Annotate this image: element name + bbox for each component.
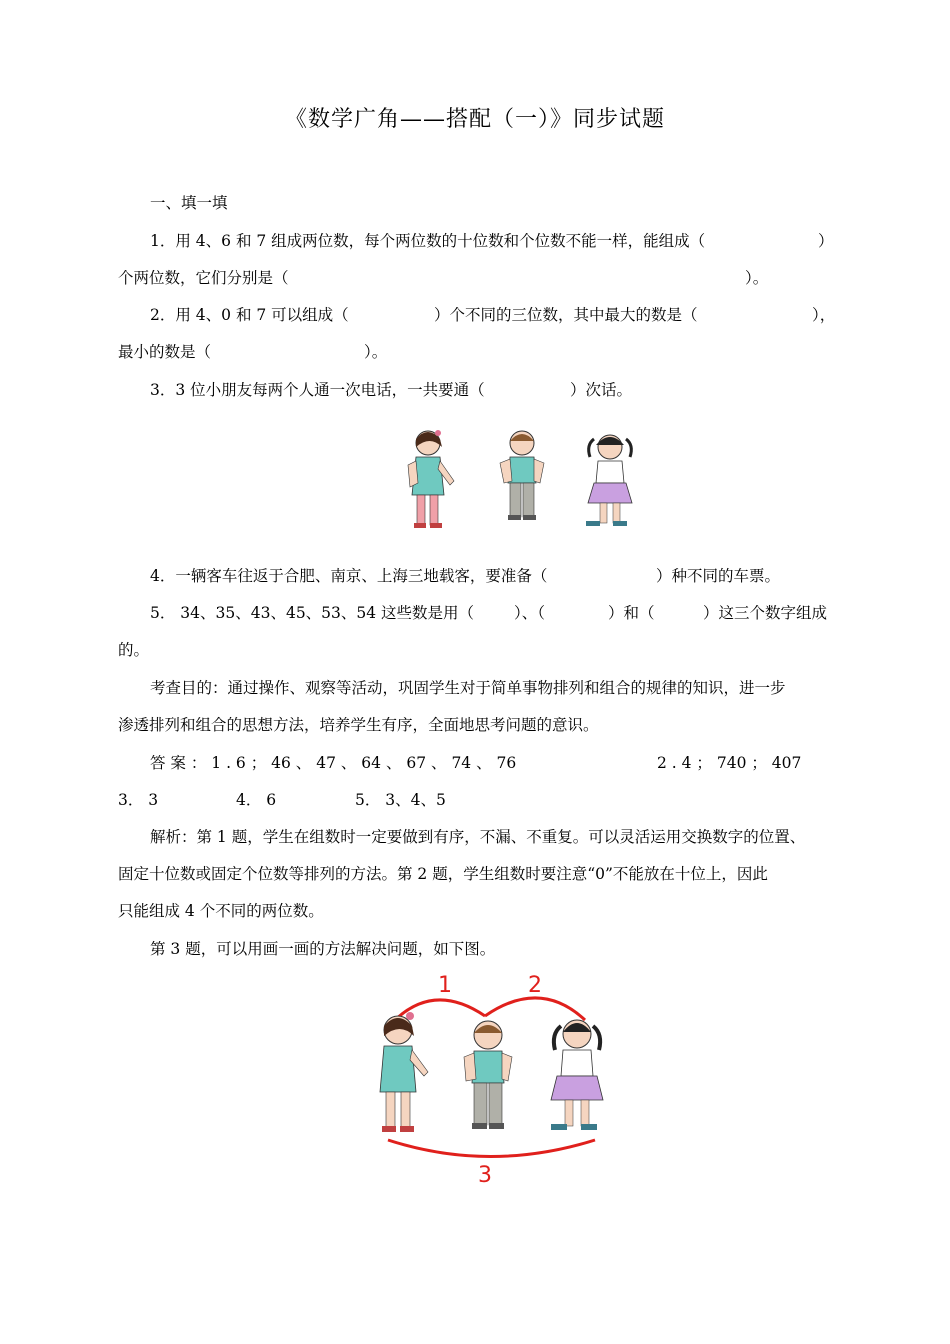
question-1-line-2: 个两位数，它们分别是（ [118,269,289,287]
phone-call-diagram [360,968,640,1188]
arc-3 [388,1140,595,1157]
arc-label-1: 1 [438,973,452,998]
answers-line-2c: 5． 3、4、5 [355,791,446,809]
page-title: 《数学广角——搭配（一）》同步试题 [284,107,665,132]
analysis-line-3: 只能组成 4 个不同的两位数。 [118,902,324,920]
question-3-part-a: 3．3 位小朋友每两个人通一次电话，一共要通（ [150,381,485,399]
arc-label-3: 3 [478,1163,492,1188]
children-illustration [400,425,650,535]
question-3-part-b: ）次话。 [570,381,633,399]
analysis-line-1: 解析：第 1 题，学生在组数时一定要做到有序，不漏、不重复。可以灵活运用交换数字的位置、 [150,828,806,846]
question-2-part-a: 2．用 4、0 和 7 可以组成（ [150,306,349,324]
arc-2 [485,998,585,1020]
question-2-line-2-end: ）。 [364,343,388,361]
girl-figure-left [408,430,454,528]
question-5-line-2: 的。 [118,641,150,659]
question-1-text: 1．用 4、6 和 7 组成两位数，每个两位数的十位数和个位数不能一样，能组成（ [150,232,706,250]
question-5-part-b: ）、（ [514,604,546,622]
analysis-line-2: 固定十位数或固定个位数等排列的方法。第 2 题，学生组数时要注意“0”不能放在十位上，因此 [118,865,768,883]
question-4-part-b: ）种不同的车票。 [656,567,781,585]
question-5-part-d: ）这三个数字组成 [703,604,828,622]
question-2-line-2: 最小的数是（ [118,343,212,361]
question-1-line-2-end: ）。 [745,269,769,287]
boy-figure-middle [500,431,544,520]
diagram-girl-left [380,1012,428,1132]
purpose-line-2: 渗透排列和组合的思想方法，培养学生有序，全面地思考问题的意识。 [118,716,599,734]
arc-label-2: 2 [528,973,542,998]
question-2-part-b: ）个不同的三位数，其中最大的数是（ [434,306,698,324]
question-5-part-a: 5． 34、35、43、45、53、54 这些数是用（ [150,604,475,622]
answers-line-2a: 3． 3 [118,791,159,809]
diagram-girl-right [551,1020,603,1130]
answers-line-2b: 4． 6 [236,791,277,809]
answers-line-1b: 2 . 4 ； 740 ； 407 [657,754,802,772]
question-2-part-c: ）， [812,306,836,324]
girl-figure-right [586,435,632,526]
question-1-line-1 [150,231,705,251]
answers-line-1a: 答 案 ： 1 . 6 ； 46 、 47 、 64 、 67 、 74 、 76 [150,754,517,772]
question-5-part-c: ）和（ [608,604,655,622]
analysis-line-4: 第 3 题，可以用画一画的方法解决问题，如下图。 [150,940,496,958]
question-4-part-a: 4．一辆客车往返于合肥、南京、上海三地载客，要准备（ [150,567,548,585]
diagram-boy-middle [464,1021,512,1129]
question-1-paren-close: ） [818,232,834,250]
purpose-line-1: 考查目的：通过操作、观察等活动，巩固学生对于简单事物排列和组合的规律的知识，进一步 [150,679,786,697]
section-heading: 一、填一填 [150,194,228,212]
